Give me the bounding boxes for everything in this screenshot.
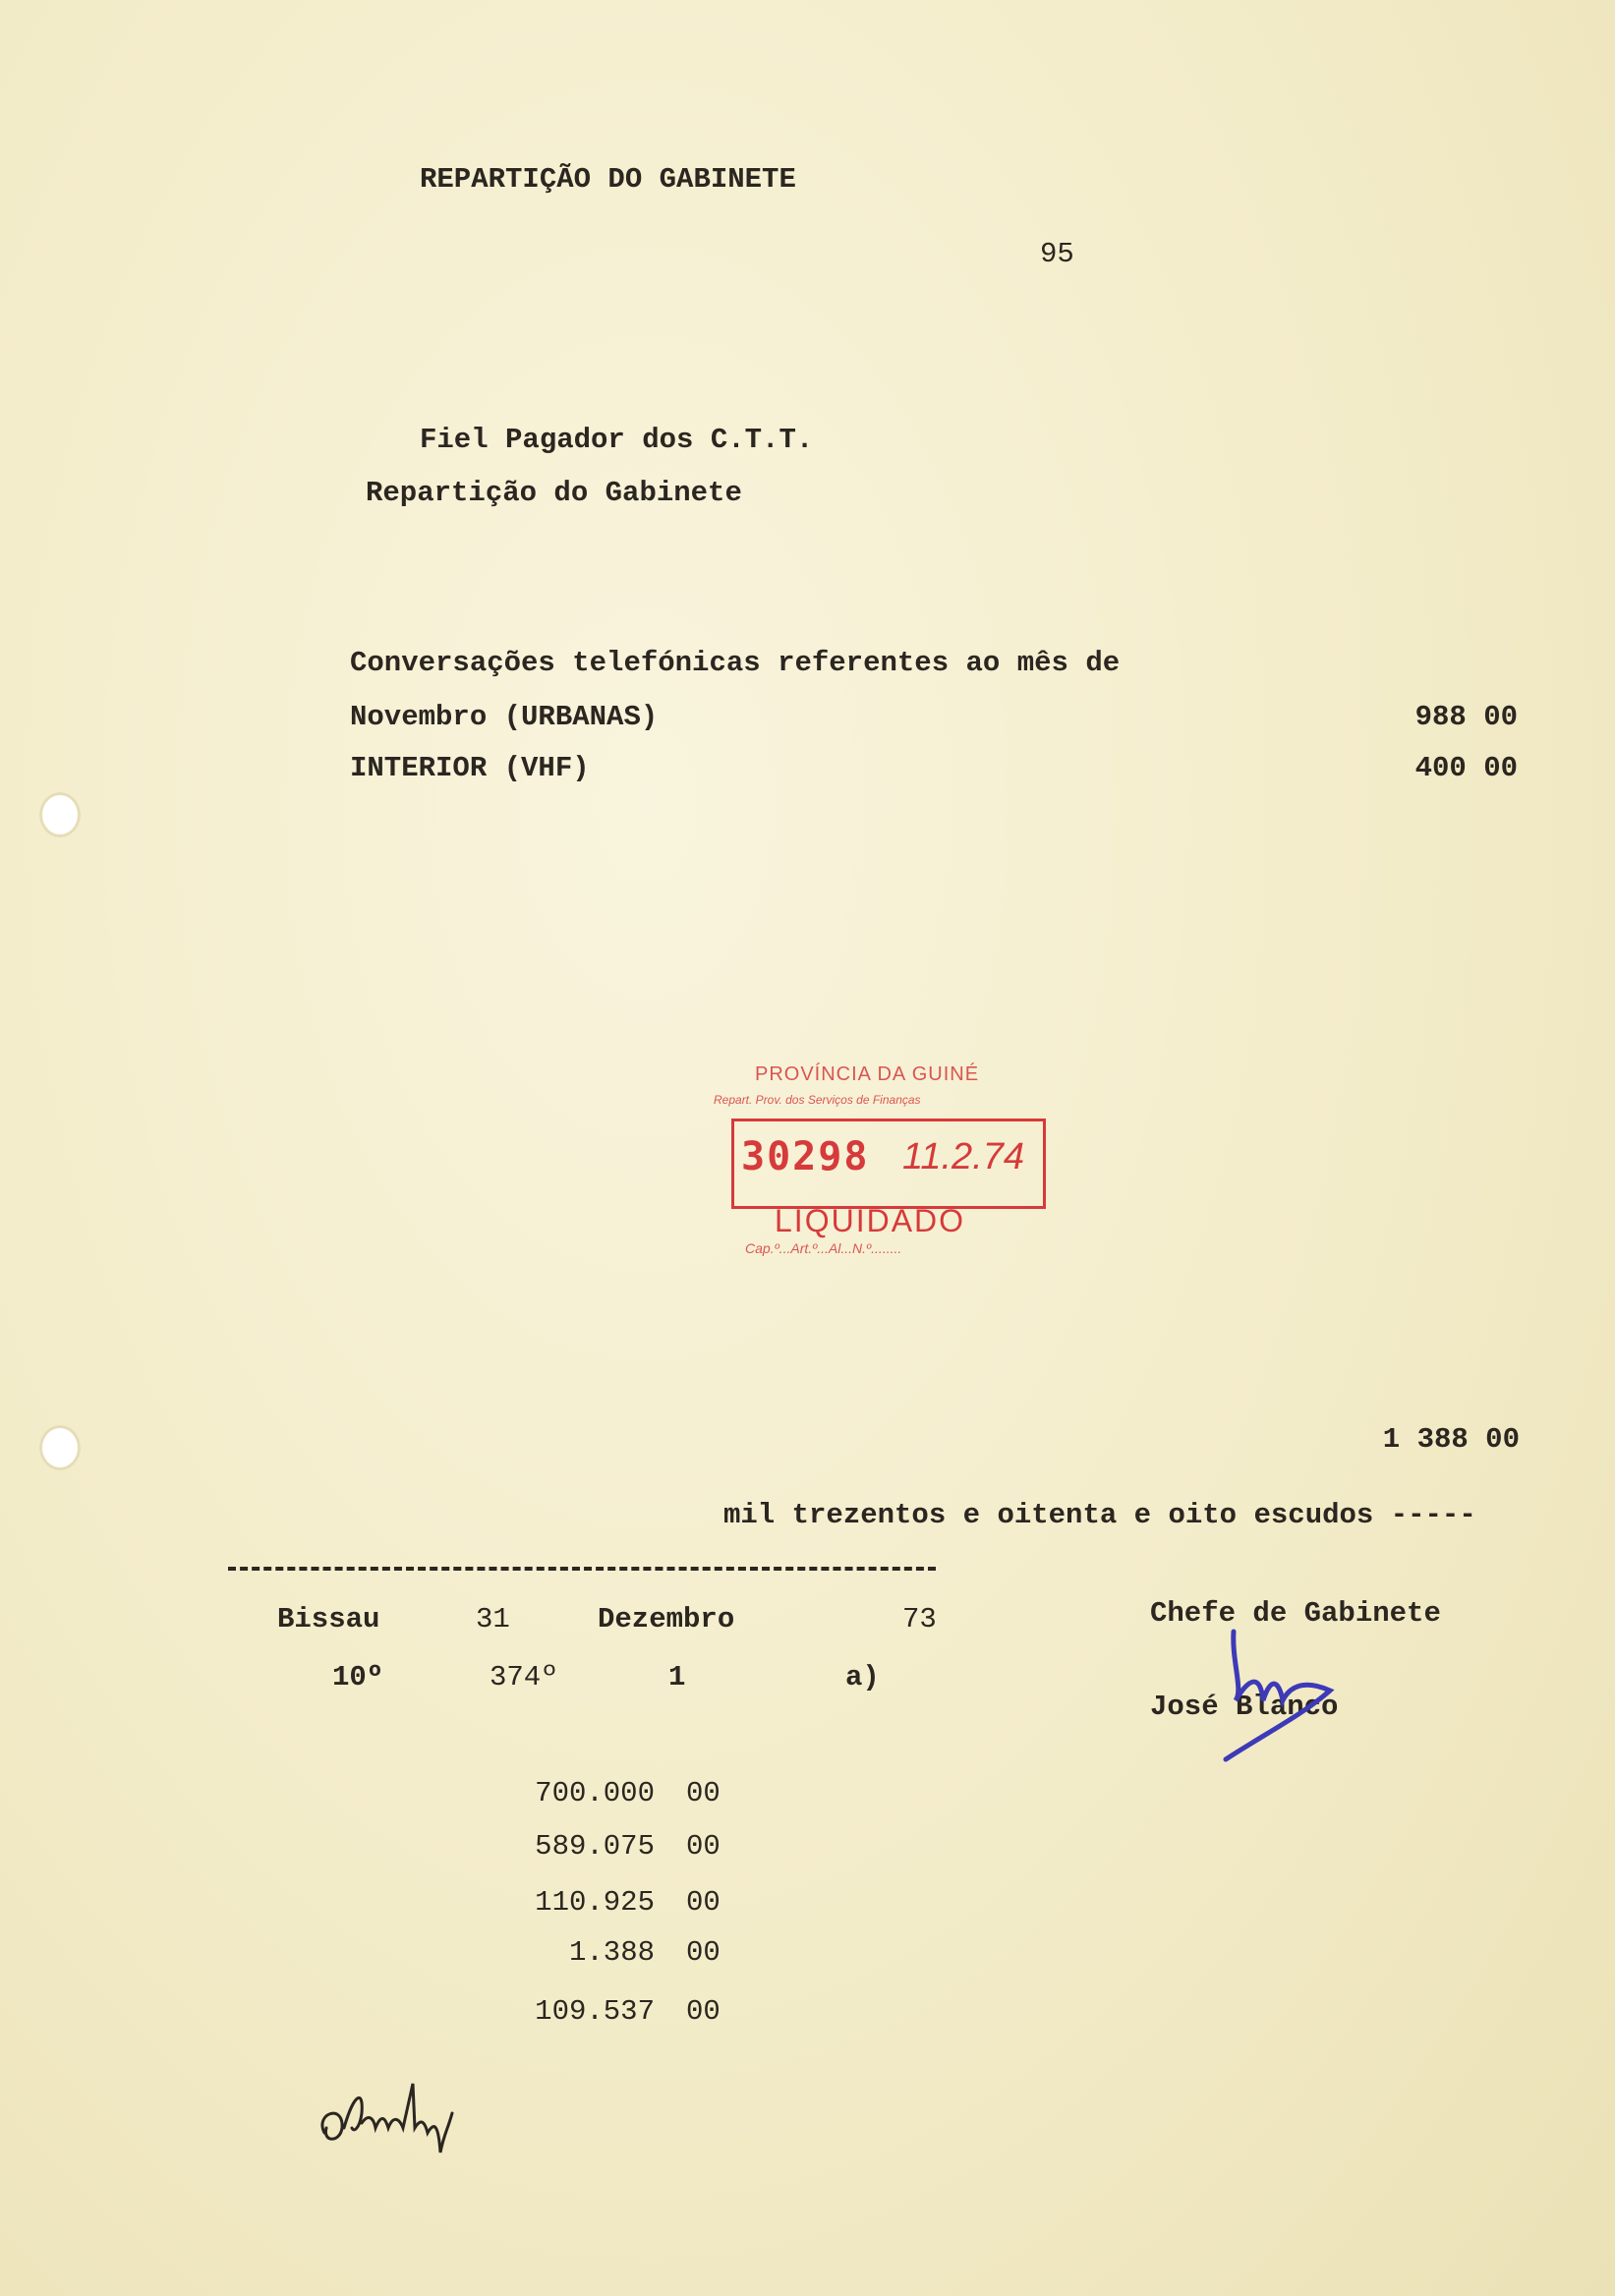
signatory-title: Chefe de Gabinete	[1150, 1597, 1441, 1630]
stamp-department: Repart. Prov. dos Serviços de Finanças	[714, 1093, 921, 1107]
total-in-words: mil trezentos e oitenta e oito escudos -----	[723, 1499, 1476, 1531]
item-row-label: INTERIOR (VHF)	[350, 752, 590, 784]
stamp-number: 30298	[741, 1134, 870, 1179]
day: 31	[476, 1603, 510, 1636]
punch-hole-bottom	[39, 1425, 81, 1470]
classification-article: 374º	[490, 1661, 558, 1693]
budget-value: 109.537	[535, 1995, 655, 2028]
stamp-date: 11.2.74	[902, 1136, 1024, 1177]
item-row-label: Novembro (URBANAS)	[350, 701, 659, 733]
liquidation-stamp	[696, 1054, 1089, 1270]
budget-cents: 00	[686, 1886, 721, 1919]
budget-cents: 00	[686, 1995, 721, 2028]
signatory-name: José Blanco	[1150, 1691, 1339, 1723]
separator-line	[228, 1567, 936, 1571]
classification-note: a)	[845, 1661, 880, 1693]
budget-value: 700.000	[535, 1777, 655, 1809]
budget-cents: 00	[686, 1936, 721, 1969]
place: Bissau	[277, 1603, 380, 1636]
recipient-line-2: Repartição do Gabinete	[366, 477, 742, 509]
items-description: Conversações telefónicas referentes ao mês de	[350, 647, 1121, 679]
year: 73	[902, 1603, 937, 1636]
classification-item: 1	[668, 1661, 686, 1693]
budget-cents: 00	[686, 1830, 721, 1863]
month: Dezembro	[598, 1603, 735, 1636]
department-header: REPARTIÇÃO DO GABINETE	[420, 163, 796, 196]
item-row-amount: 400 00	[1414, 752, 1518, 784]
total-amount: 1 388 00	[1382, 1423, 1520, 1456]
budget-value: 1.388	[568, 1936, 655, 1969]
budget-value: 589.075	[535, 1830, 655, 1863]
budget-cents: 00	[686, 1777, 721, 1809]
stamp-footer: Cap.º...Art.º...Al...N.º........	[745, 1240, 902, 1256]
recipient-line-1: Fiel Pagador dos C.T.T.	[420, 424, 814, 456]
stamp-status: LIQUIDADO	[775, 1203, 966, 1238]
document-number: 95	[1040, 238, 1074, 270]
stamp-province: PROVÍNCIA DA GUINÉ	[755, 1063, 980, 1085]
item-row-amount: 988 00	[1414, 701, 1518, 733]
punch-hole-top	[39, 792, 81, 837]
budget-value: 110.925	[535, 1886, 655, 1919]
signature	[1214, 1622, 1352, 1769]
classification-chapter: 10º	[332, 1661, 384, 1693]
handwritten-initials	[315, 2074, 511, 2162]
